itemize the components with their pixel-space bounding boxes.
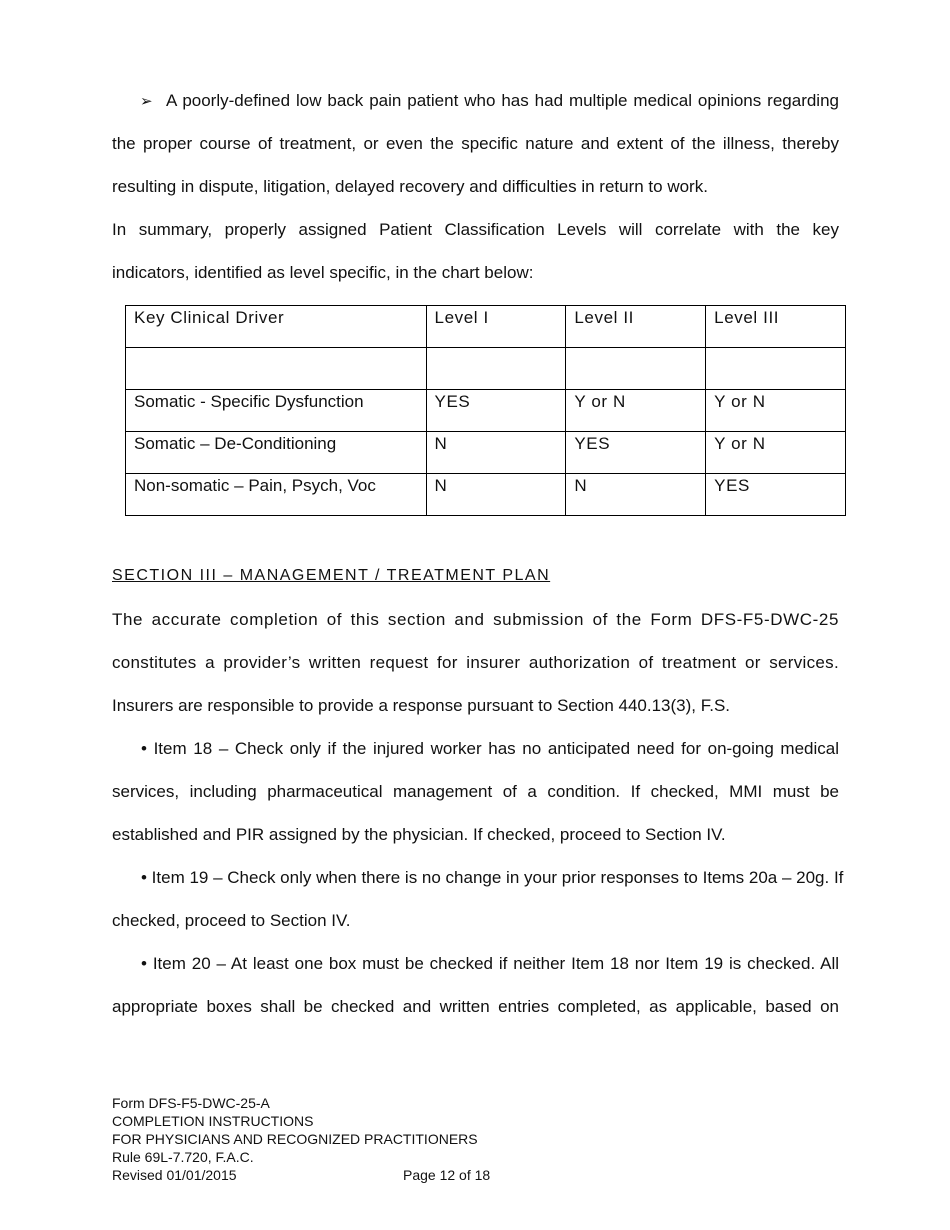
item-20-line: appropriate boxes shall be checked and written entries completed, as applicable, based on (112, 997, 839, 1016)
section-paragraph-line: The accurate completion of this section and submission of the Form DFS-F5-DWC-25 (112, 610, 839, 629)
bullet-text-line: resulting in dispute, litigation, delayed recovery and difficulties in return to work. (112, 177, 708, 196)
table-header-cell: Level II (566, 306, 706, 348)
arrow-bullet-line (140, 90, 839, 113)
table-cell (126, 348, 427, 390)
footer-rule: Rule 69L-7.720, F.A.C. (112, 1149, 254, 1165)
arrow-bullet-icon: ➢ (140, 93, 153, 110)
table-cell: Somatic - Specific Dysfunction (126, 390, 427, 432)
footer-title: FOR PHYSICIANS AND RECOGNIZED PRACTITIONERS (112, 1131, 478, 1147)
table-cell: Non-somatic – Pain, Psych, Voc (126, 474, 427, 516)
summary-line: indicators, identified as level specific, in the chart below: (112, 263, 534, 282)
footer-title: COMPLETION INSTRUCTIONS (112, 1113, 314, 1129)
item-20-line: • Item 20 – At least one box must be checked if neither Item 18 nor Item 19 is checked. All (141, 954, 839, 973)
table-cell: YES (566, 432, 706, 474)
table-cell: N (426, 474, 566, 516)
table-cell: Y or N (706, 432, 846, 474)
item-19-line: checked, proceed to Section IV. (112, 911, 351, 930)
page-number: Page 12 of 18 (403, 1167, 491, 1183)
table-cell (706, 348, 846, 390)
item-18-line: • Item 18 – Check only if the injured worker has no anticipated need for on-going medical (141, 739, 839, 758)
table-header-cell: Level I (426, 306, 566, 348)
item-18-line: services, including pharmaceutical management of a condition. If checked, MMI must be (112, 782, 839, 801)
table-cell: Y or N (706, 390, 846, 432)
table-row (126, 348, 846, 390)
table-row (126, 474, 846, 516)
key-clinical-driver-table (125, 305, 846, 516)
bullet-text-line: the proper course of treatment, or even the specific nature and extent of the illness, thereby (112, 134, 839, 153)
table-cell: YES (426, 390, 566, 432)
table-header-cell: Level III (706, 306, 846, 348)
table-cell: Y or N (566, 390, 706, 432)
footer-form-number: Form DFS-F5-DWC-25-A (112, 1095, 270, 1111)
table-header-cell: Key Clinical Driver (126, 306, 427, 348)
footer-revised: Revised 01/01/2015 (112, 1167, 237, 1183)
table-header-row (126, 306, 846, 348)
section-heading: SECTION III – MANAGEMENT / TREATMENT PLAN (112, 567, 551, 584)
item-19-line: • Item 19 – Check only when there is no change in your prior responses to Items 20a – 20g. If (141, 868, 844, 887)
summary-line: In summary, properly assigned Patient Classification Levels will correlate with the key (112, 220, 839, 239)
table-cell (426, 348, 566, 390)
table-cell (566, 348, 706, 390)
bullet-text: A poorly-defined low back pain patient who has had multiple medical opinions regarding (166, 91, 839, 110)
table-row (126, 390, 846, 432)
section-paragraph-line: constitutes a provider’s written request for insurer authorization of treatment or services. (112, 653, 839, 672)
section-paragraph-line: Insurers are responsible to provide a response pursuant to Section 440.13(3), F.S. (112, 696, 731, 715)
table-cell: YES (706, 474, 846, 516)
table-cell: N (426, 432, 566, 474)
table-row (126, 432, 846, 474)
table-cell: Somatic – De-Conditioning (126, 432, 427, 474)
table-cell: N (566, 474, 706, 516)
item-18-line: established and PIR assigned by the physician. If checked, proceed to Section IV. (112, 825, 726, 844)
